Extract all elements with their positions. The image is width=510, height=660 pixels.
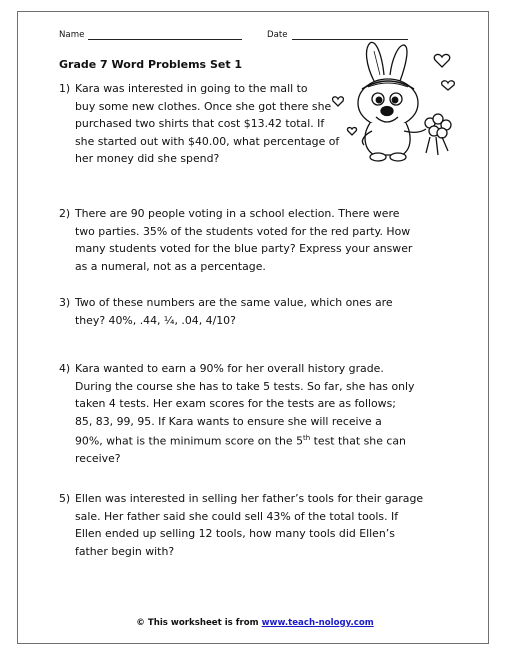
question-line: sale. Her father said she could sell 43% of the total tools. If	[75, 509, 399, 523]
question-line: purchased two shirts that cost $13.42 total. If	[75, 117, 325, 130]
question-line: receive?	[75, 452, 121, 466]
footer-text: © This worksheet is from	[136, 618, 262, 628]
question-number: 5)	[59, 492, 71, 505]
footer-credit	[0, 618, 510, 628]
question-line: taken 4 tests. Her exam scores for the tests are as follows;	[75, 397, 396, 410]
name-label: Name	[59, 30, 85, 40]
question-line: her money did she spend?	[75, 152, 220, 165]
question-3	[59, 294, 459, 329]
question-line: Ellen was interested in selling her father’s tools for their garage	[75, 492, 424, 505]
name-field	[59, 30, 242, 40]
question-line	[75, 430, 459, 450]
question-line: Kara was interested in going to the mall to	[75, 82, 308, 95]
question-line: Two of these numbers are the same value, which ones are	[75, 296, 393, 309]
question-line: two parties. 35% of the students voted for the red party. How	[75, 224, 411, 238]
question-line: many students voted for the blue party? Express your answer	[75, 242, 413, 255]
question-line: Kara wanted to earn a 90% for her overall history grade.	[75, 362, 384, 375]
question-line: as a numeral, not as a percentage.	[75, 259, 266, 273]
footer-link[interactable]: www.teach-nology.com	[261, 618, 374, 628]
question-4	[59, 360, 459, 468]
question-1	[59, 80, 369, 168]
question-line: Ellen ended up selling 12 tools, how many tools did Ellen’s	[75, 527, 395, 540]
worksheet-title: Grade 7 Word Problems Set 1	[59, 58, 243, 71]
superscript: th	[303, 434, 311, 442]
question-number: 3)	[59, 296, 71, 309]
question-5	[59, 490, 469, 560]
question-number: 4)	[59, 362, 71, 375]
question-line: 85, 83, 99, 95. If Kara wants to ensure she will receive a	[75, 414, 382, 428]
question-line: she started out with $40.00, what percentage of	[75, 134, 340, 148]
date-label: Date	[267, 30, 288, 40]
question-line-part: test that she can	[310, 434, 406, 448]
question-number: 2)	[59, 207, 71, 220]
question-line: buy some new clothes. Once she got there she	[75, 99, 332, 113]
question-2	[59, 205, 459, 275]
question-line-part: 90%, what is the minimum score on the 5	[75, 434, 304, 448]
question-line: they? 40%, .44, ¼, .04, 4/10?	[75, 313, 236, 327]
question-line: During the course she has to take 5 tests. So far, she has only	[75, 379, 415, 393]
question-line: There are 90 people voting in a school election. There were	[75, 207, 400, 220]
question-number: 1)	[59, 82, 71, 95]
question-line: father begin with?	[75, 544, 175, 558]
name-line[interactable]	[88, 30, 242, 40]
